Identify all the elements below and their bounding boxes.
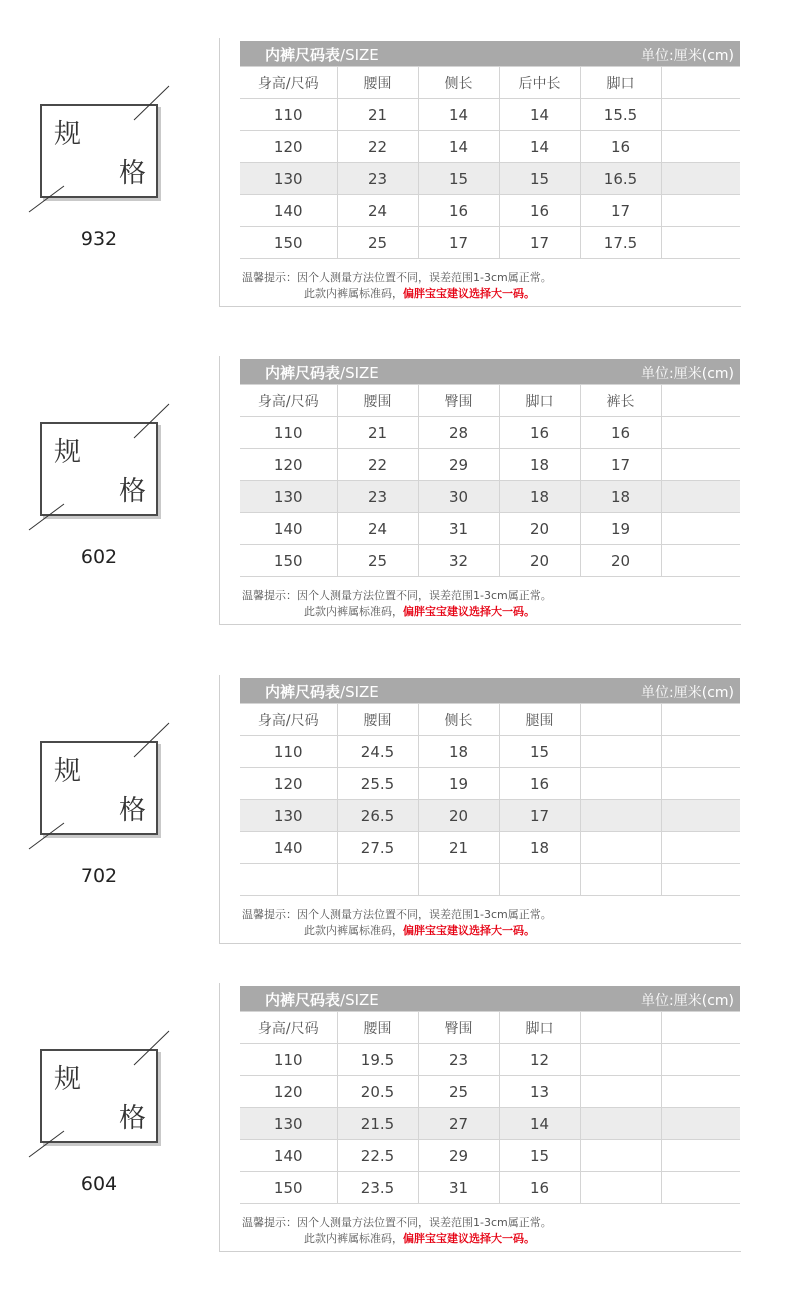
table-title-bar	[240, 359, 740, 384]
table-cell	[580, 800, 661, 832]
table-title-bar	[240, 678, 740, 703]
spec-badge	[40, 104, 158, 198]
table-cell: 130	[240, 481, 337, 513]
model-number: 932	[80, 228, 118, 250]
table-cell	[661, 800, 740, 832]
model-number: 602	[80, 546, 118, 568]
table-row	[240, 513, 740, 545]
table-cell: 22	[337, 131, 418, 163]
spec-char-2: 格	[119, 158, 146, 189]
table-cell	[580, 1108, 661, 1140]
header-cell: 腰围	[337, 704, 418, 736]
table-cell	[337, 864, 418, 896]
table-cell	[580, 1140, 661, 1172]
table-cell: 15	[418, 163, 499, 195]
table-title-size: /SIZE	[340, 683, 379, 701]
table-row	[240, 1140, 740, 1172]
table-cell: 22.5	[337, 1140, 418, 1172]
table-cell	[661, 227, 740, 259]
table-cell: 120	[240, 449, 337, 481]
table-cell: 18	[499, 832, 580, 864]
table-cell: 17.5	[580, 227, 661, 259]
size-table-panel	[219, 983, 741, 1252]
header-cell	[661, 385, 740, 417]
header-cell: 身高/尺码	[240, 385, 337, 417]
table-cell	[580, 768, 661, 800]
table-cell: 14	[418, 99, 499, 131]
table-cell: 16	[499, 768, 580, 800]
size-table	[240, 1011, 740, 1204]
tip-size-up-warning: 偏胖宝宝建议选择大一码。	[403, 924, 535, 937]
table-cell: 110	[240, 1044, 337, 1076]
table-cell	[661, 1108, 740, 1140]
header-cell	[580, 704, 661, 736]
tip-line-2	[242, 604, 552, 620]
table-cell: 130	[240, 800, 337, 832]
table-cell: 31	[418, 513, 499, 545]
table-cell	[661, 513, 740, 545]
table-cell: 30	[418, 481, 499, 513]
table-cell: 130	[240, 163, 337, 195]
header-cell: 腰围	[337, 385, 418, 417]
table-cell	[661, 864, 740, 896]
table-row	[240, 832, 740, 864]
table-cell: 21	[337, 99, 418, 131]
table-cell: 23.5	[337, 1172, 418, 1204]
size-table-panel	[219, 356, 741, 625]
table-cell: 14	[499, 1108, 580, 1140]
table-title-bar	[240, 41, 740, 66]
header-cell: 后中长	[499, 67, 580, 99]
spec-char-2: 格	[119, 476, 146, 507]
header-cell: 裤长	[580, 385, 661, 417]
table-cell: 23	[337, 481, 418, 513]
table-cell: 13	[499, 1076, 580, 1108]
table-title-main: 内裤尺码表	[265, 46, 341, 64]
table-title-size: /SIZE	[340, 991, 379, 1009]
table-cell: 25	[337, 227, 418, 259]
table-cell: 16	[580, 417, 661, 449]
table-row	[240, 195, 740, 227]
table-title-size: /SIZE	[340, 46, 379, 64]
table-cell: 18	[499, 449, 580, 481]
sizing-tip	[242, 270, 552, 302]
table-title-main: 内裤尺码表	[265, 364, 341, 382]
size-table-panel	[219, 675, 741, 944]
table-cell: 14	[418, 131, 499, 163]
spec-char-1: 规	[54, 1064, 81, 1095]
table-cell: 12	[499, 1044, 580, 1076]
tip-line-2	[242, 286, 552, 302]
table-cell: 19.5	[337, 1044, 418, 1076]
header-cell: 侧长	[418, 704, 499, 736]
table-title-main: 内裤尺码表	[265, 683, 341, 701]
header-cell: 身高/尺码	[240, 704, 337, 736]
header-cell	[661, 1012, 740, 1044]
header-cell	[580, 1012, 661, 1044]
size-section-604	[0, 983, 790, 1283]
table-cell	[661, 768, 740, 800]
header-cell: 腿围	[499, 704, 580, 736]
table-cell: 16	[580, 131, 661, 163]
table-cell: 110	[240, 99, 337, 131]
header-cell: 臀围	[418, 1012, 499, 1044]
table-cell: 20	[499, 513, 580, 545]
table-cell: 20	[418, 800, 499, 832]
tip-line-1: 温馨提示：因个人测量方法位置不同，误差范围1-3cm属正常。	[242, 589, 552, 602]
table-cell	[580, 864, 661, 896]
table-header-row	[240, 67, 740, 99]
header-cell: 脚口	[499, 385, 580, 417]
table-cell: 150	[240, 1172, 337, 1204]
table-cell: 25	[337, 545, 418, 577]
table-cell	[661, 195, 740, 227]
header-cell: 侧长	[418, 67, 499, 99]
spec-badge	[40, 1049, 158, 1143]
size-section-932	[0, 38, 790, 338]
spec-char-1: 规	[54, 437, 81, 468]
table-cell: 110	[240, 736, 337, 768]
table-row	[240, 545, 740, 577]
table-row	[240, 736, 740, 768]
size-section-702	[0, 675, 790, 975]
header-cell	[661, 67, 740, 99]
size-section-602	[0, 356, 790, 656]
table-cell: 27	[418, 1108, 499, 1140]
tip-line-2	[242, 1231, 552, 1247]
table-cell: 110	[240, 417, 337, 449]
table-cell	[661, 832, 740, 864]
table-cell: 16	[499, 195, 580, 227]
table-title	[265, 989, 379, 1010]
table-row-highlighted	[240, 163, 740, 195]
table-row	[240, 1172, 740, 1204]
spec-char-1: 规	[54, 756, 81, 787]
size-table-panel	[219, 38, 741, 307]
table-cell	[661, 163, 740, 195]
table-row-highlighted	[240, 800, 740, 832]
table-header-row	[240, 385, 740, 417]
table-cell: 21	[337, 417, 418, 449]
table-cell: 21	[418, 832, 499, 864]
header-cell	[661, 704, 740, 736]
header-cell: 腰围	[337, 67, 418, 99]
table-cell: 17	[418, 227, 499, 259]
model-number: 702	[80, 865, 118, 887]
table-row	[240, 417, 740, 449]
size-table	[240, 703, 740, 896]
table-cell: 15	[499, 163, 580, 195]
unit-label: 单位:厘米(cm)	[641, 685, 734, 701]
unit-label: 单位:厘米(cm)	[641, 366, 734, 382]
table-cell: 16	[499, 1172, 580, 1204]
table-row-highlighted	[240, 1108, 740, 1140]
table-cell: 140	[240, 832, 337, 864]
spec-char-2: 格	[119, 795, 146, 826]
table-row	[240, 1044, 740, 1076]
table-cell	[580, 1076, 661, 1108]
table-cell: 19	[418, 768, 499, 800]
table-cell	[661, 481, 740, 513]
table-cell: 140	[240, 195, 337, 227]
spec-badge	[40, 741, 158, 835]
spec-badge-lines	[26, 1039, 176, 1159]
header-cell: 腰围	[337, 1012, 418, 1044]
table-cell	[580, 736, 661, 768]
table-cell: 31	[418, 1172, 499, 1204]
header-cell: 脚口	[580, 67, 661, 99]
table-cell: 28	[418, 417, 499, 449]
table-cell	[661, 1076, 740, 1108]
table-header-row	[240, 1012, 740, 1044]
table-cell	[661, 1172, 740, 1204]
table-cell: 20	[580, 545, 661, 577]
header-cell: 身高/尺码	[240, 1012, 337, 1044]
spec-char-1: 规	[54, 119, 81, 150]
table-cell: 150	[240, 545, 337, 577]
table-cell	[580, 832, 661, 864]
sizing-tip	[242, 588, 552, 620]
table-cell: 19	[580, 513, 661, 545]
tip-standard-size: 此款内裤属标准码，	[304, 605, 403, 618]
table-cell: 150	[240, 227, 337, 259]
tip-line-2	[242, 923, 552, 939]
table-cell: 32	[418, 545, 499, 577]
table-cell: 14	[499, 131, 580, 163]
table-cell	[499, 864, 580, 896]
sizing-tip	[242, 907, 552, 939]
table-cell: 15.5	[580, 99, 661, 131]
table-cell: 16	[499, 417, 580, 449]
sizing-tip	[242, 1215, 552, 1247]
header-cell: 臀围	[418, 385, 499, 417]
tip-standard-size: 此款内裤属标准码，	[304, 924, 403, 937]
table-cell: 18	[418, 736, 499, 768]
header-cell: 身高/尺码	[240, 67, 337, 99]
size-table	[240, 66, 740, 259]
table-title-bar	[240, 986, 740, 1011]
table-cell: 16.5	[580, 163, 661, 195]
table-cell	[661, 99, 740, 131]
table-title	[265, 681, 379, 702]
model-number: 604	[80, 1173, 118, 1195]
table-cell	[580, 1044, 661, 1076]
table-cell: 21.5	[337, 1108, 418, 1140]
table-cell: 22	[337, 449, 418, 481]
tip-standard-size: 此款内裤属标准码，	[304, 287, 403, 300]
table-cell: 23	[337, 163, 418, 195]
tip-line-1: 温馨提示：因个人测量方法位置不同，误差范围1-3cm属正常。	[242, 271, 552, 284]
tip-standard-size: 此款内裤属标准码，	[304, 1232, 403, 1245]
table-cell: 20.5	[337, 1076, 418, 1108]
table-title	[265, 362, 379, 383]
table-header-row	[240, 704, 740, 736]
table-row	[240, 449, 740, 481]
table-row	[240, 1076, 740, 1108]
table-cell: 29	[418, 449, 499, 481]
table-cell	[661, 417, 740, 449]
table-cell: 140	[240, 1140, 337, 1172]
tip-line-1: 温馨提示：因个人测量方法位置不同，误差范围1-3cm属正常。	[242, 908, 552, 921]
table-row	[240, 131, 740, 163]
table-cell: 24.5	[337, 736, 418, 768]
table-row-highlighted	[240, 481, 740, 513]
unit-label: 单位:厘米(cm)	[641, 993, 734, 1009]
table-row	[240, 99, 740, 131]
spec-badge-lines	[26, 94, 176, 214]
table-cell: 15	[499, 1140, 580, 1172]
spec-badge	[40, 422, 158, 516]
table-cell: 120	[240, 1076, 337, 1108]
table-cell: 16	[418, 195, 499, 227]
table-cell	[661, 1044, 740, 1076]
table-cell	[661, 736, 740, 768]
table-cell: 24	[337, 195, 418, 227]
table-cell: 120	[240, 768, 337, 800]
table-cell: 17	[580, 449, 661, 481]
spec-badge-lines	[26, 412, 176, 532]
unit-label: 单位:厘米(cm)	[641, 48, 734, 64]
tip-size-up-warning: 偏胖宝宝建议选择大一码。	[403, 287, 535, 300]
table-cell	[661, 545, 740, 577]
table-row	[240, 768, 740, 800]
table-cell: 17	[499, 227, 580, 259]
table-cell: 20	[499, 545, 580, 577]
table-cell: 120	[240, 131, 337, 163]
table-title	[265, 44, 379, 65]
table-cell: 25	[418, 1076, 499, 1108]
tip-size-up-warning: 偏胖宝宝建议选择大一码。	[403, 605, 535, 618]
table-cell: 23	[418, 1044, 499, 1076]
spec-badge-lines	[26, 731, 176, 851]
table-cell: 17	[580, 195, 661, 227]
table-title-size: /SIZE	[340, 364, 379, 382]
table-cell: 17	[499, 800, 580, 832]
table-cell	[661, 131, 740, 163]
tip-line-1: 温馨提示：因个人测量方法位置不同，误差范围1-3cm属正常。	[242, 1216, 552, 1229]
table-cell: 18	[499, 481, 580, 513]
table-cell	[580, 1172, 661, 1204]
table-cell	[661, 1140, 740, 1172]
table-cell	[240, 864, 337, 896]
table-cell: 140	[240, 513, 337, 545]
table-row	[240, 227, 740, 259]
table-cell: 27.5	[337, 832, 418, 864]
table-cell	[418, 864, 499, 896]
tip-size-up-warning: 偏胖宝宝建议选择大一码。	[403, 1232, 535, 1245]
table-cell: 29	[418, 1140, 499, 1172]
size-table	[240, 384, 740, 577]
table-cell: 24	[337, 513, 418, 545]
table-cell: 18	[580, 481, 661, 513]
header-cell: 脚口	[499, 1012, 580, 1044]
table-cell	[661, 449, 740, 481]
table-title-main: 内裤尺码表	[265, 991, 341, 1009]
spec-char-2: 格	[119, 1103, 146, 1134]
table-row	[240, 864, 740, 896]
table-cell: 130	[240, 1108, 337, 1140]
table-cell: 25.5	[337, 768, 418, 800]
table-cell: 26.5	[337, 800, 418, 832]
table-cell: 15	[499, 736, 580, 768]
table-cell: 14	[499, 99, 580, 131]
